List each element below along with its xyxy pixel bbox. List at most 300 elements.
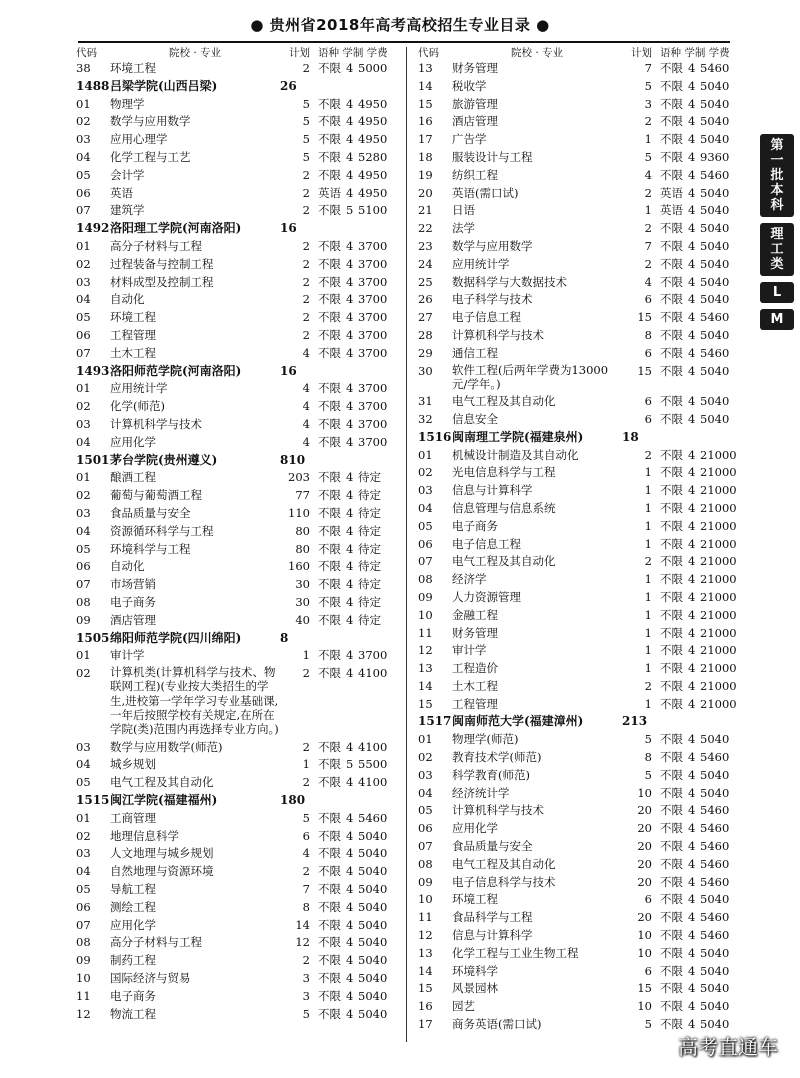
major-fee: 5100 bbox=[358, 203, 388, 218]
major-plan: 5 bbox=[644, 1017, 652, 1032]
major-dur: 4 bbox=[688, 839, 696, 854]
major-fee: 21000 bbox=[700, 500, 737, 515]
major-dur: 4 bbox=[346, 114, 354, 129]
major-dur: 4 bbox=[688, 78, 696, 93]
major-name: 应用化学 bbox=[452, 821, 498, 836]
major-plan: 203 bbox=[288, 470, 310, 485]
major-row bbox=[76, 810, 402, 828]
header-plan: 计划 bbox=[631, 47, 652, 59]
major-fee: 5460 bbox=[358, 810, 388, 825]
major-dur: 4 bbox=[688, 149, 696, 164]
major-lang: 不限 bbox=[318, 953, 341, 968]
major-row bbox=[76, 970, 402, 988]
major-row bbox=[418, 963, 744, 981]
major-plan: 6 bbox=[644, 892, 652, 907]
major-code: 03 bbox=[76, 274, 91, 289]
major-code: 06 bbox=[76, 185, 91, 200]
major-name: 应用化学 bbox=[110, 917, 156, 932]
major-code: 28 bbox=[418, 327, 433, 342]
major-plan: 2 bbox=[302, 185, 310, 200]
major-lang: 不限 bbox=[318, 846, 341, 861]
major-lang: 不限 bbox=[660, 78, 683, 93]
major-row bbox=[418, 856, 744, 874]
major-plan: 20 bbox=[637, 839, 652, 854]
major-lang: 不限 bbox=[318, 310, 341, 325]
major-lang: 不限 bbox=[318, 739, 341, 754]
major-code: 02 bbox=[418, 750, 433, 765]
major-name: 资源循环科学与工程 bbox=[110, 523, 214, 538]
major-dur: 4 bbox=[346, 399, 354, 414]
major-dur: 4 bbox=[688, 274, 696, 289]
major-row bbox=[418, 642, 744, 660]
major-plan: 80 bbox=[295, 541, 310, 556]
major-plan: 30 bbox=[295, 577, 310, 592]
major-name: 环境科学 bbox=[452, 963, 498, 978]
major-name: 光电信息科学与工程 bbox=[452, 465, 556, 480]
major-lang: 不限 bbox=[660, 465, 683, 480]
major-name: 工程管理 bbox=[452, 696, 498, 711]
major-row bbox=[76, 309, 402, 327]
major-fee: 5280 bbox=[358, 149, 388, 164]
major-plan: 4 bbox=[302, 381, 310, 396]
major-fee: 5460 bbox=[700, 856, 730, 871]
school-name: 吕梁学院(山西吕梁) bbox=[110, 78, 218, 93]
major-row bbox=[76, 60, 402, 78]
major-code: 03 bbox=[76, 739, 91, 754]
major-code: 01 bbox=[418, 732, 433, 747]
major-name: 电气工程及其自动化 bbox=[452, 394, 556, 409]
major-name: 工程造价 bbox=[452, 661, 498, 676]
major-row bbox=[418, 185, 744, 203]
school-row bbox=[76, 630, 402, 648]
major-code: 02 bbox=[76, 488, 91, 503]
major-dur: 4 bbox=[346, 739, 354, 754]
major-row bbox=[76, 665, 402, 738]
major-code: 18 bbox=[418, 149, 433, 164]
major-fee: 5460 bbox=[700, 167, 730, 182]
major-fee: 3700 bbox=[358, 256, 388, 271]
major-plan: 2 bbox=[644, 221, 652, 236]
major-fee: 21000 bbox=[700, 625, 737, 640]
major-fee: 5040 bbox=[700, 363, 730, 378]
major-name: 人文地理与城乡规划 bbox=[110, 846, 214, 861]
major-name: 计算机类(计算机科学与技术、物联网工程)(专业按大类招生的学生,进校第一学年学习专业基础课,一年后按照学校有关规定,在所在学院(类)范围内再选择专业方向。) bbox=[110, 665, 279, 737]
major-dur: 4 bbox=[346, 828, 354, 843]
major-fee: 5040 bbox=[700, 892, 730, 907]
major-fee: 5040 bbox=[700, 114, 730, 129]
school-name: 闽南师范大学(福建漳州) bbox=[452, 714, 584, 729]
major-name: 酿酒工程 bbox=[110, 470, 156, 485]
major-lang: 不限 bbox=[318, 970, 341, 985]
major-plan: 5 bbox=[644, 149, 652, 164]
major-plan: 8 bbox=[644, 327, 652, 342]
school-name: 洛阳师范学院(河南洛阳) bbox=[110, 363, 242, 378]
major-plan: 5 bbox=[302, 132, 310, 147]
major-row bbox=[76, 291, 402, 309]
major-name: 环境工程 bbox=[110, 61, 156, 75]
major-lang: 不限 bbox=[660, 363, 683, 378]
major-plan: 40 bbox=[295, 612, 310, 627]
major-lang: 不限 bbox=[318, 864, 341, 879]
major-fee: 5460 bbox=[700, 803, 730, 818]
major-name: 旅游管理 bbox=[452, 96, 498, 111]
major-code: 09 bbox=[418, 589, 433, 604]
major-lang: 不限 bbox=[318, 381, 341, 396]
major-lang: 不限 bbox=[660, 554, 683, 569]
major-dur: 4 bbox=[688, 874, 696, 889]
school-name: 洛阳理工学院(河南洛阳) bbox=[110, 221, 242, 236]
major-row bbox=[418, 731, 744, 749]
major-lang: 不限 bbox=[660, 625, 683, 640]
major-fee: 3700 bbox=[358, 648, 388, 663]
major-lang: 不限 bbox=[660, 821, 683, 836]
major-dur: 4 bbox=[688, 1017, 696, 1032]
major-fee: 21000 bbox=[700, 483, 737, 498]
major-plan: 4 bbox=[644, 274, 652, 289]
major-lang: 不限 bbox=[660, 945, 683, 960]
school-plan: 810 bbox=[280, 452, 306, 467]
major-lang: 不限 bbox=[660, 167, 683, 182]
major-lang: 不限 bbox=[660, 839, 683, 854]
major-name: 土木工程 bbox=[452, 678, 498, 693]
major-plan: 6 bbox=[644, 411, 652, 426]
major-dur: 4 bbox=[688, 500, 696, 515]
major-code: 15 bbox=[418, 96, 433, 111]
major-name: 风景园林 bbox=[452, 981, 498, 996]
tab-science bbox=[760, 223, 794, 276]
major-lang: 不限 bbox=[660, 767, 683, 782]
major-dur: 5 bbox=[346, 203, 354, 218]
major-plan: 2 bbox=[302, 864, 310, 879]
major-fee: 5460 bbox=[700, 910, 730, 925]
major-name: 环境工程 bbox=[110, 310, 156, 325]
major-fee: 21000 bbox=[700, 661, 737, 676]
major-code: 02 bbox=[76, 828, 91, 843]
major-name: 法学 bbox=[452, 221, 475, 236]
major-lang: 不限 bbox=[318, 612, 341, 627]
major-dur: 4 bbox=[346, 61, 354, 75]
major-code: 02 bbox=[76, 399, 91, 414]
major-row bbox=[418, 891, 744, 909]
right-table-body bbox=[418, 60, 744, 1034]
major-plan: 6 bbox=[644, 345, 652, 360]
major-plan: 5 bbox=[302, 1006, 310, 1021]
major-name: 高分子材料与工程 bbox=[110, 935, 202, 950]
major-name: 电气工程及其自动化 bbox=[452, 856, 556, 871]
major-plan: 15 bbox=[637, 363, 652, 378]
school-plan: 16 bbox=[280, 221, 297, 236]
major-name: 测绘工程 bbox=[110, 899, 156, 914]
major-row bbox=[76, 558, 402, 576]
major-fee: 21000 bbox=[700, 465, 737, 480]
major-name: 国际经济与贸易 bbox=[110, 970, 191, 985]
major-row bbox=[418, 553, 744, 571]
school-code: 1501 bbox=[76, 452, 110, 467]
major-fee: 待定 bbox=[358, 505, 381, 520]
major-code: 10 bbox=[418, 607, 433, 622]
major-lang: 不限 bbox=[318, 399, 341, 414]
major-row bbox=[76, 828, 402, 846]
major-row bbox=[418, 78, 744, 96]
major-row bbox=[418, 785, 744, 803]
major-lang: 不限 bbox=[318, 149, 341, 164]
major-row bbox=[418, 167, 744, 185]
school-name: 茅台学院(贵州遵义) bbox=[110, 452, 218, 467]
major-code: 15 bbox=[418, 981, 433, 996]
major-plan: 5 bbox=[644, 732, 652, 747]
major-name: 化学(师范) bbox=[110, 399, 165, 414]
major-fee: 5040 bbox=[700, 1017, 730, 1032]
major-row bbox=[76, 881, 402, 899]
major-row bbox=[76, 594, 402, 612]
major-name: 电子信息工程 bbox=[452, 310, 521, 325]
major-name: 电子信息科学与技术 bbox=[452, 874, 556, 889]
major-fee: 5040 bbox=[700, 185, 730, 200]
major-plan: 5 bbox=[302, 810, 310, 825]
major-code: 02 bbox=[76, 666, 91, 681]
major-fee: 5460 bbox=[700, 821, 730, 836]
major-row bbox=[76, 345, 402, 363]
major-code: 14 bbox=[418, 78, 433, 93]
tab-label: M bbox=[770, 312, 784, 327]
major-row bbox=[418, 749, 744, 767]
school-code: 1505 bbox=[76, 630, 110, 645]
major-row bbox=[76, 167, 402, 185]
major-code: 07 bbox=[76, 203, 91, 218]
major-plan: 1 bbox=[644, 483, 652, 498]
major-code: 17 bbox=[418, 132, 433, 147]
major-code: 04 bbox=[418, 500, 433, 515]
major-lang: 不限 bbox=[318, 666, 341, 681]
major-row bbox=[418, 607, 744, 625]
major-plan: 2 bbox=[644, 256, 652, 271]
major-code: 19 bbox=[418, 167, 433, 182]
major-lang: 不限 bbox=[660, 61, 683, 75]
major-lang: 不限 bbox=[660, 221, 683, 236]
major-dur: 4 bbox=[346, 381, 354, 396]
major-lang: 英语 bbox=[660, 203, 683, 218]
major-name: 地理信息科学 bbox=[110, 828, 179, 843]
major-fee: 待定 bbox=[358, 559, 381, 574]
side-tabs bbox=[760, 134, 794, 336]
major-dur: 4 bbox=[346, 612, 354, 627]
major-plan: 2 bbox=[644, 114, 652, 129]
major-dur: 4 bbox=[688, 625, 696, 640]
major-dur: 4 bbox=[346, 988, 354, 1003]
major-lang: 不限 bbox=[660, 518, 683, 533]
major-name: 化学工程与工业生物工程 bbox=[452, 945, 579, 960]
major-fee: 5040 bbox=[700, 394, 730, 409]
major-dur: 4 bbox=[688, 589, 696, 604]
major-fee: 3700 bbox=[358, 292, 388, 307]
major-lang: 不限 bbox=[318, 292, 341, 307]
major-row bbox=[418, 660, 744, 678]
major-lang: 不限 bbox=[660, 963, 683, 978]
major-dur: 4 bbox=[688, 643, 696, 658]
major-code: 26 bbox=[418, 292, 433, 307]
major-plan: 8 bbox=[644, 750, 652, 765]
major-plan: 1 bbox=[644, 132, 652, 147]
major-row bbox=[418, 802, 744, 820]
major-row bbox=[418, 220, 744, 238]
major-dur: 4 bbox=[346, 666, 354, 681]
major-fee: 9360 bbox=[700, 149, 730, 164]
major-fee: 5040 bbox=[700, 327, 730, 342]
major-fee: 5500 bbox=[358, 757, 388, 772]
major-name: 自动化 bbox=[110, 559, 145, 574]
major-code: 07 bbox=[76, 917, 91, 932]
major-plan: 4 bbox=[302, 345, 310, 360]
major-dur: 4 bbox=[346, 917, 354, 932]
major-lang: 不限 bbox=[318, 810, 341, 825]
major-plan: 4 bbox=[644, 167, 652, 182]
major-fee: 5040 bbox=[358, 988, 388, 1003]
major-row bbox=[418, 696, 744, 714]
major-name: 信息与计算科学 bbox=[452, 928, 533, 943]
major-row bbox=[418, 96, 744, 114]
major-dur: 4 bbox=[346, 274, 354, 289]
school-code: 1516 bbox=[418, 429, 452, 444]
major-name: 经济学 bbox=[452, 572, 487, 587]
major-row bbox=[418, 874, 744, 892]
major-fee: 待定 bbox=[358, 470, 381, 485]
major-row bbox=[76, 917, 402, 935]
major-name: 酒店管理 bbox=[452, 114, 498, 129]
major-name: 高分子材料与工程 bbox=[110, 238, 202, 253]
major-fee: 5040 bbox=[700, 785, 730, 800]
major-dur: 4 bbox=[688, 572, 696, 587]
major-code: 25 bbox=[418, 274, 433, 289]
major-plan: 110 bbox=[288, 505, 310, 520]
major-dur: 4 bbox=[688, 292, 696, 307]
major-fee: 3700 bbox=[358, 310, 388, 325]
major-lang: 不限 bbox=[660, 696, 683, 711]
major-row bbox=[418, 945, 744, 963]
major-code: 14 bbox=[418, 678, 433, 693]
major-fee: 4950 bbox=[358, 185, 388, 200]
header-tail: 语种 学制 学费 bbox=[660, 47, 730, 59]
major-row bbox=[418, 327, 744, 345]
major-lang: 不限 bbox=[318, 899, 341, 914]
major-fee: 4100 bbox=[358, 739, 388, 754]
major-lang: 不限 bbox=[318, 238, 341, 253]
major-name: 电气工程及其自动化 bbox=[452, 554, 556, 569]
major-code: 03 bbox=[418, 483, 433, 498]
major-name: 应用统计学 bbox=[452, 256, 510, 271]
major-plan: 5 bbox=[302, 114, 310, 129]
major-lang: 不限 bbox=[318, 917, 341, 932]
major-row bbox=[418, 345, 744, 363]
major-plan: 10 bbox=[637, 785, 652, 800]
major-name: 电子科学与技术 bbox=[452, 292, 533, 307]
header-plan: 计划 bbox=[289, 47, 310, 59]
major-row bbox=[76, 739, 402, 757]
header-code: 代码 bbox=[76, 47, 97, 59]
major-code: 27 bbox=[418, 310, 433, 325]
major-name: 财务管理 bbox=[452, 61, 498, 75]
major-row bbox=[418, 238, 744, 256]
major-plan: 6 bbox=[302, 828, 310, 843]
major-name: 纺织工程 bbox=[452, 167, 498, 182]
major-plan: 20 bbox=[637, 874, 652, 889]
major-name: 物理学 bbox=[110, 96, 145, 111]
major-name: 土木工程 bbox=[110, 345, 156, 360]
major-code: 04 bbox=[76, 149, 91, 164]
major-lang: 不限 bbox=[318, 256, 341, 271]
major-fee: 5040 bbox=[700, 221, 730, 236]
major-name: 计算机科学与技术 bbox=[110, 416, 202, 431]
major-name: 信息管理与信息系统 bbox=[452, 500, 556, 515]
major-fee: 待定 bbox=[358, 577, 381, 592]
major-code: 05 bbox=[76, 775, 91, 790]
major-code: 07 bbox=[418, 554, 433, 569]
major-plan: 5 bbox=[302, 149, 310, 164]
major-lang: 不限 bbox=[318, 203, 341, 218]
major-lang: 不限 bbox=[660, 803, 683, 818]
major-code: 21 bbox=[418, 203, 433, 218]
major-code: 03 bbox=[418, 767, 433, 782]
major-code: 20 bbox=[418, 185, 433, 200]
major-lang: 不限 bbox=[318, 775, 341, 790]
major-dur: 4 bbox=[688, 394, 696, 409]
major-code: 07 bbox=[418, 839, 433, 854]
major-lang: 英语 bbox=[660, 185, 683, 200]
major-dur: 4 bbox=[688, 483, 696, 498]
major-row bbox=[418, 256, 744, 274]
major-lang: 不限 bbox=[660, 1017, 683, 1032]
major-code: 03 bbox=[76, 846, 91, 861]
major-code: 24 bbox=[418, 256, 433, 271]
major-name: 教育技术学(师范) bbox=[452, 750, 542, 765]
major-code: 11 bbox=[418, 910, 433, 925]
major-code: 05 bbox=[76, 881, 91, 896]
left-column bbox=[76, 46, 402, 1023]
major-code: 03 bbox=[76, 416, 91, 431]
major-fee: 5040 bbox=[700, 274, 730, 289]
major-fee: 4950 bbox=[358, 167, 388, 182]
major-fee: 5040 bbox=[358, 935, 388, 950]
major-dur: 4 bbox=[688, 767, 696, 782]
major-code: 04 bbox=[418, 785, 433, 800]
major-lang: 不限 bbox=[318, 132, 341, 147]
major-fee: 21000 bbox=[700, 643, 737, 658]
major-dur: 4 bbox=[688, 465, 696, 480]
major-fee: 3700 bbox=[358, 327, 388, 342]
major-name: 经济统计学 bbox=[452, 785, 510, 800]
major-lang: 不限 bbox=[318, 96, 341, 111]
major-name: 广告学 bbox=[452, 132, 487, 147]
major-row bbox=[418, 589, 744, 607]
major-dur: 4 bbox=[688, 678, 696, 693]
major-fee: 4100 bbox=[358, 666, 388, 681]
major-dur: 4 bbox=[688, 607, 696, 622]
major-fee: 4100 bbox=[358, 775, 388, 790]
major-plan: 80 bbox=[295, 523, 310, 538]
major-lang: 不限 bbox=[660, 96, 683, 111]
right-column bbox=[418, 46, 744, 1034]
major-row bbox=[418, 820, 744, 838]
major-row bbox=[76, 185, 402, 203]
major-fee: 4950 bbox=[358, 114, 388, 129]
major-dur: 4 bbox=[346, 864, 354, 879]
major-code: 04 bbox=[76, 523, 91, 538]
major-dur: 4 bbox=[346, 953, 354, 968]
major-dur: 4 bbox=[346, 167, 354, 182]
major-row bbox=[76, 202, 402, 220]
major-plan: 1 bbox=[644, 465, 652, 480]
major-row bbox=[418, 202, 744, 220]
major-dur: 4 bbox=[346, 327, 354, 342]
